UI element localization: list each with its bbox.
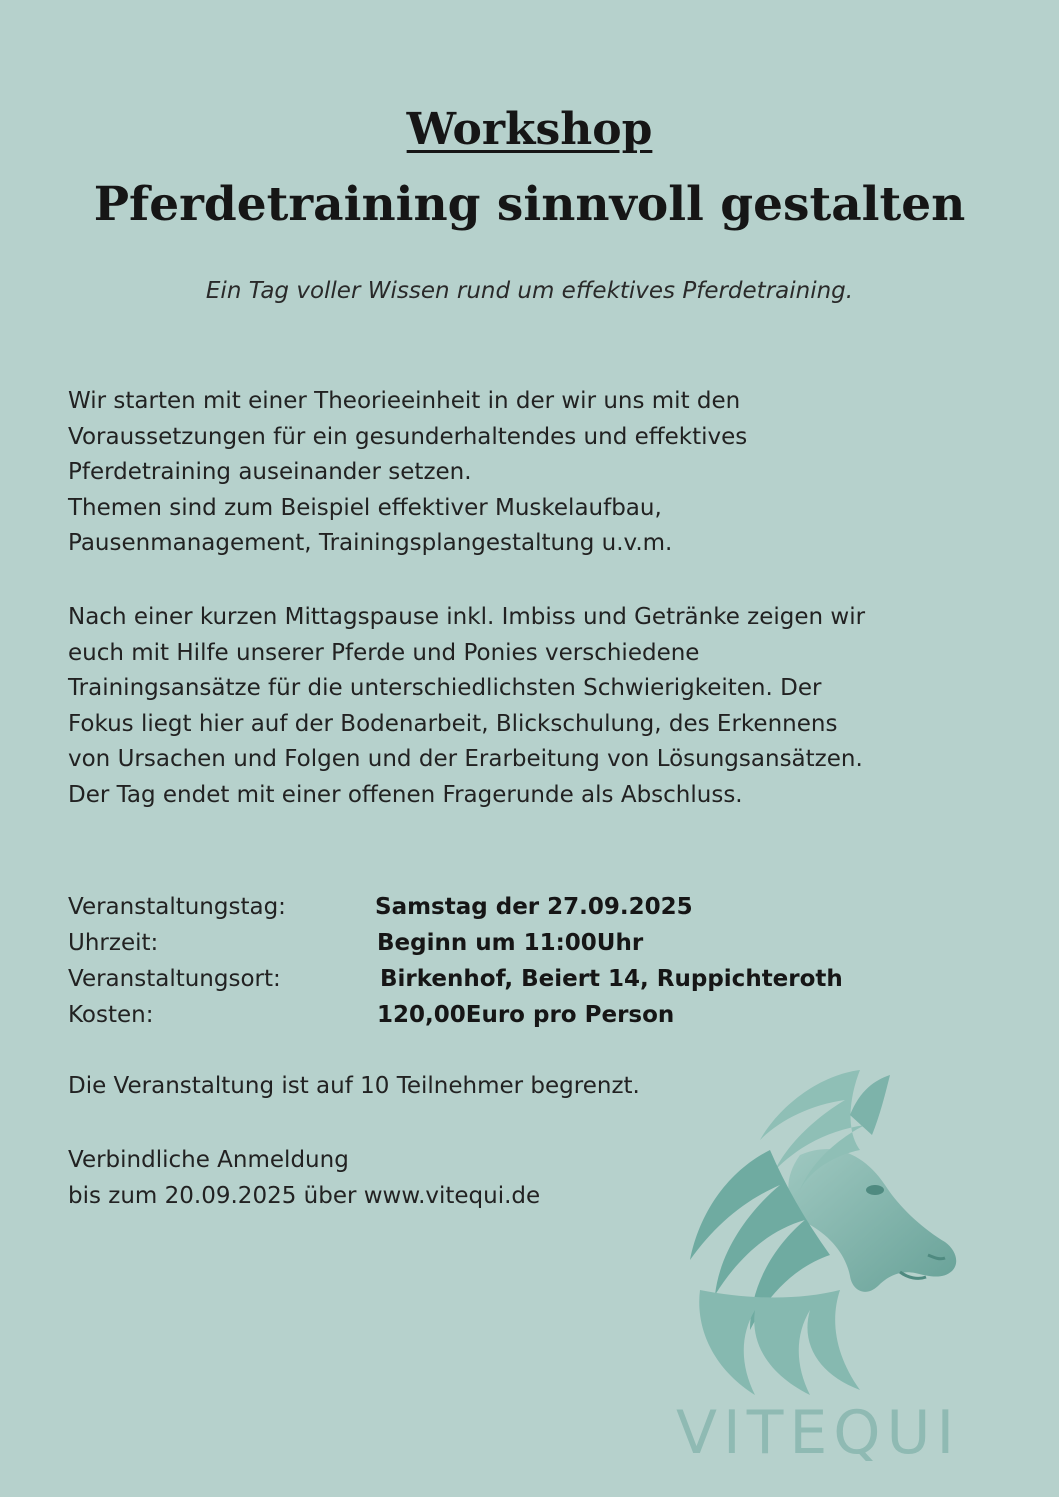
detail-value: Beginn um 11:00Uhr	[377, 930, 644, 956]
afternoon-paragraph	[68, 600, 968, 814]
afternoon-line: Trainingsansätze für die unterschiedlichsten Schwierigkeiten. Der	[68, 675, 822, 702]
intro-line: Pausenmanagement, Trainingsplangestaltung u.v.m.	[68, 530, 673, 557]
signup-line: Verbindliche Anmeldung	[68, 1147, 349, 1173]
afternoon-line: Fokus liegt hier auf der Bodenarbeit, Blickschulung, des Erkennens	[68, 710, 838, 737]
detail-row-time	[68, 925, 968, 961]
detail-value: Birkenhof, Beiert 14, Ruppichteroth	[380, 966, 843, 992]
afternoon-line: Der Tag endet mit einer offenen Fragerunde als Abschluss.	[68, 781, 743, 808]
afternoon-line: von Ursachen und Folgen und der Erarbeitung von Lösungsansätzen.	[68, 746, 863, 773]
intro-line: Themen sind zum Beispiel effektiver Muskelaufbau,	[68, 494, 662, 521]
horse-head-icon	[660, 1060, 970, 1410]
intro-paragraph	[68, 384, 968, 562]
intro-line: Pferdetraining auseinander setzen.	[68, 459, 472, 486]
participant-limit: Die Veranstaltung ist auf 10 Teilnehmer begrenzt.	[68, 1073, 640, 1099]
detail-row-cost	[68, 997, 968, 1033]
detail-label: Veranstaltungsort:	[68, 966, 281, 992]
afternoon-line: euch mit Hilfe unserer Pferde und Ponies verschiedene	[68, 639, 700, 666]
title-block	[0, 100, 1059, 236]
detail-label: Kosten:	[68, 1002, 154, 1028]
detail-row-date	[68, 889, 968, 925]
detail-label: Veranstaltungstag:	[68, 894, 286, 920]
signup-line: bis zum 20.09.2025 über www.vitequi.de	[68, 1183, 541, 1209]
afternoon-line: Nach einer kurzen Mittagspause inkl. Imbiss und Getränke zeigen wir	[68, 604, 866, 630]
title-workshop: Workshop	[406, 104, 653, 155]
subtitle: Ein Tag voller Wissen rund um effektives Pferdetraining.	[205, 278, 854, 304]
page-title: Pferdetraining sinnvoll gestalten	[93, 177, 966, 232]
event-details	[68, 889, 968, 1033]
signup-info	[68, 1142, 540, 1214]
detail-value: Samstag der 27.09.2025	[375, 894, 693, 920]
detail-value: 120,00Euro pro Person	[377, 1002, 675, 1028]
detail-label: Uhrzeit:	[68, 930, 159, 956]
brand-name: VITEQUI	[676, 1398, 961, 1468]
intro-line: Voraussetzungen für ein gesunderhaltendes und effektives	[68, 423, 748, 450]
detail-row-location	[68, 961, 968, 997]
intro-line: Wir starten mit einer Theorieeinheit in der wir uns mit den	[68, 388, 741, 414]
